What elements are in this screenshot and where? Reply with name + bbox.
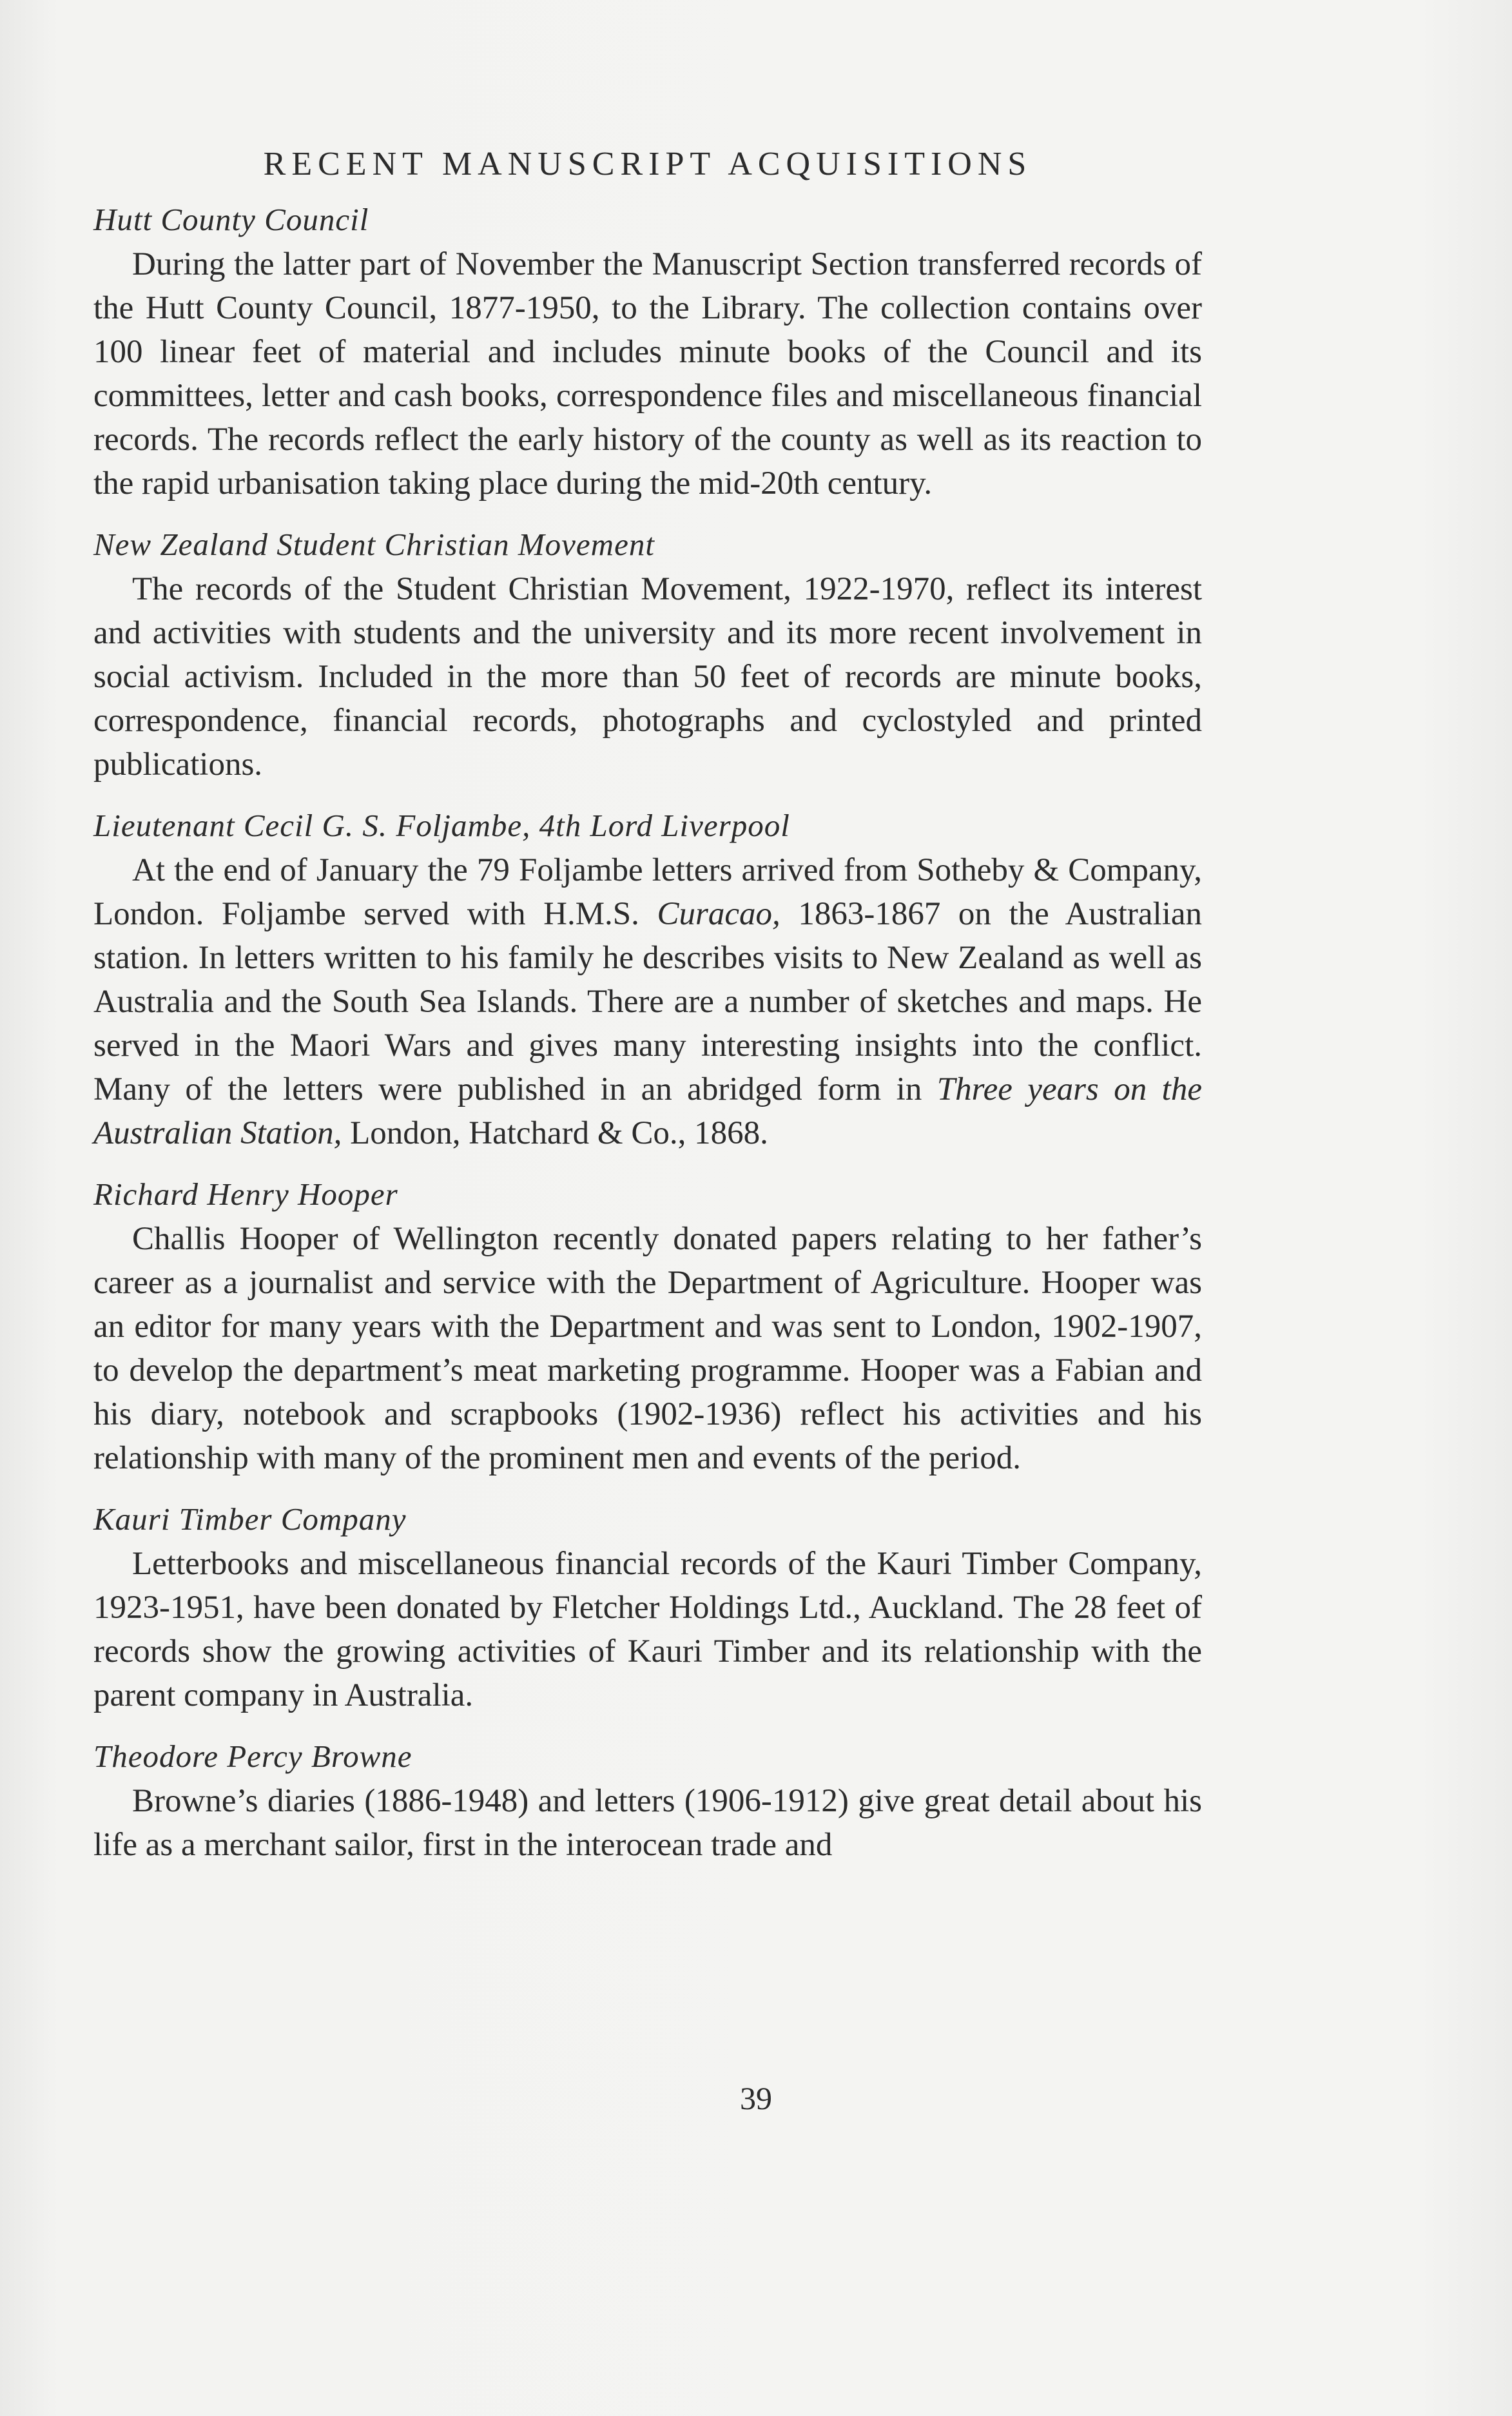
section-body: [93, 848, 1202, 1155]
body-text: 1863-1867 on the Australian station. In letters written to his family he describes visits to New Zealand as well as Australia and the South Sea Islands. There are a number of sketches and maps. He served in the Maori Wars and gives many interesting insights into the conflict. Many of the letters were published in an abridged form in: [93, 896, 1202, 1107]
section-title: Theodore Percy Browne: [93, 1739, 412, 1774]
body-text: At the end of January the 79 Foljambe letters arrived from Sotheby & Company, London. Foljambe served with H.M.S.: [93, 852, 1202, 932]
section-hutt-county-council: [93, 199, 1202, 505]
section-foljambe: [93, 804, 1202, 1155]
section-title: Hutt County Council: [93, 202, 369, 237]
section-body: The records of the Student Christian Movement, 1922-1970, reflect its interest and activities with students and the university and its more recent involvement in social activism. Included in the more than 50 feet of records are minute books, correspondence, financial records, photographs and cyclostyled and printed publications.: [93, 571, 1202, 783]
section-richard-henry-hooper: [93, 1173, 1202, 1480]
section-body: Letterbooks and miscellaneous financial records of the Kauri Timber Company, 1923-1951, have been donated by Fletcher Holdings Ltd., Auckland. The 28 feet of records show the growing activities of Kauri Timber and its relationship with the parent company in Australia.: [93, 1546, 1202, 1713]
ship-name: Curacao,: [657, 896, 780, 932]
section-body: Challis Hooper of Wellington recently donated papers relating to her father’s career as a journalist and service with the Department of Agriculture. Hooper was an editor for many years with the Department and was sent to London, 1902-1907, to develop the department’s meat marketing programme. Hooper was a Fabian and his diary, notebook and scrapbooks (1902-1936) reflect his activities and his relationship with many of the prominent men and events of the period.: [93, 1221, 1202, 1476]
book-title: Three years on the Australian Station,: [93, 1071, 1202, 1151]
section-student-christian-movement: [93, 523, 1202, 786]
section-title: Lieutenant Cecil G. S. Foljambe, 4th Lord Liverpool: [93, 808, 790, 843]
body-text: London, Hatchard & Co., 1868.: [342, 1115, 768, 1151]
section-title: Kauri Timber Company: [93, 1501, 407, 1537]
section-body: During the latter part of November the Manuscript Section transferred records of the Hutt County Council, 1877-1950, to the Library. The collection contains over 100 linear feet of material and includes minute books of the Council and its committees, letter and cash books, correspondence files and miscellaneous financial records. The records reflect the early history of the county as well as its reaction to the rapid urbanisation taking place during the mid-20th century.: [93, 246, 1202, 502]
running-head: RECENT MANUSCRIPT ACQUISITIONS: [263, 146, 1032, 182]
page-number: 39: [740, 2080, 772, 2116]
section-title: New Zealand Student Christian Movement: [93, 527, 655, 562]
section-title: Richard Henry Hooper: [93, 1176, 398, 1212]
section-theodore-percy-browne: [93, 1735, 1202, 1867]
text-column: [93, 143, 1202, 1885]
section-kauri-timber-company: [93, 1498, 1202, 1717]
section-body: Browne’s diaries (1886-1948) and letters (1906-1912) give great detail about his life as a merchant sailor, first in the interocean trade and: [93, 1783, 1202, 1863]
